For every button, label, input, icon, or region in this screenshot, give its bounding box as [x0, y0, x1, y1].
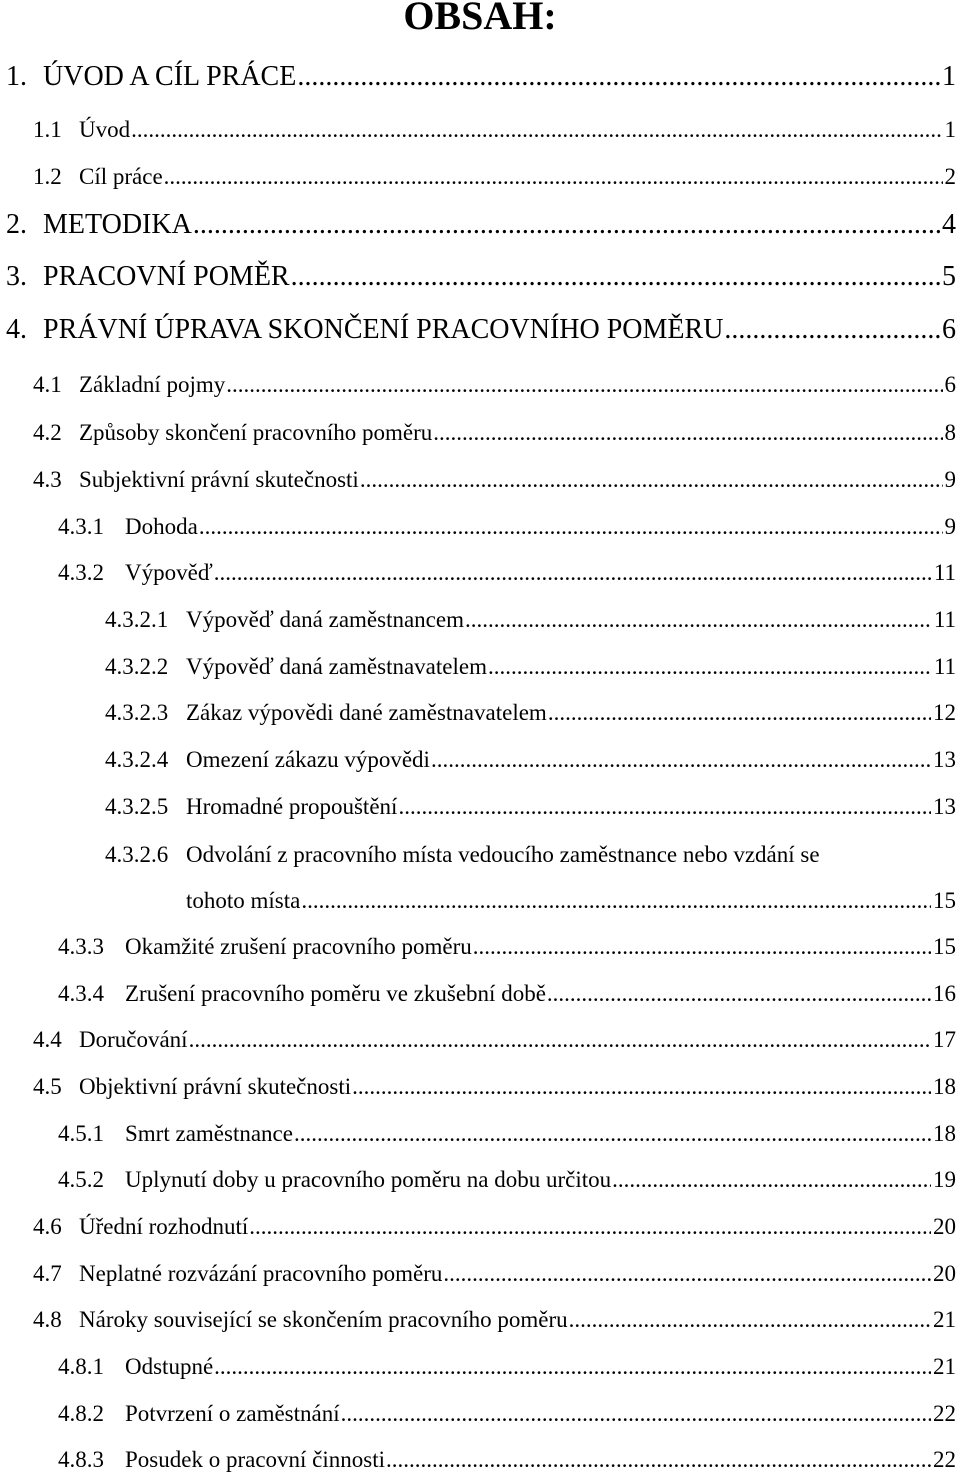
- toc-leader: [131, 115, 942, 145]
- toc-entry-text: Odvolání z pracovního místa vedoucího zaměstnance nebo vzdání se: [186, 842, 820, 867]
- toc-entry[interactable]: [58, 512, 956, 542]
- toc-entry[interactable]: [58, 1399, 956, 1429]
- toc-entry[interactable]: [33, 1025, 956, 1055]
- toc-entry-text: PRACOVNÍ POMĚR: [43, 261, 290, 292]
- toc-entry[interactable]: [6, 315, 956, 345]
- toc-leader: [465, 605, 932, 635]
- toc-entry[interactable]: [58, 558, 956, 588]
- toc-entry-number: 4.7: [33, 1261, 62, 1286]
- toc-leader: [189, 1025, 931, 1055]
- toc-leader: [199, 512, 943, 542]
- toc-entry-text: Dohoda: [125, 514, 198, 539]
- toc-entry-text: Uplynutí doby u pracovního poměru na dobu určitou: [125, 1167, 612, 1192]
- toc-entry-text: Objektivní právní skutečnosti: [79, 1074, 352, 1099]
- toc-entry[interactable]: [58, 932, 956, 962]
- toc-entry-page: 9: [944, 467, 956, 492]
- toc-entry[interactable]: [58, 1445, 956, 1475]
- toc-entry-number: 4.8.1: [58, 1354, 104, 1379]
- toc-leader: [547, 979, 931, 1009]
- toc-leader: [341, 1399, 931, 1429]
- toc-leader: [214, 1352, 931, 1382]
- toc-entry[interactable]: [33, 418, 956, 448]
- toc-leader: [443, 1259, 931, 1289]
- toc-entry-number: 4.8.3: [58, 1447, 104, 1472]
- toc-leader: [473, 932, 931, 962]
- toc-entry-number: 4.5: [33, 1074, 62, 1099]
- toc-entry-text: Nároky související se skončením pracovního poměru: [79, 1307, 568, 1332]
- toc-entry-page: 12: [933, 700, 956, 725]
- toc-leader: [294, 1119, 931, 1149]
- toc-entry-number: 4.8.2: [58, 1401, 104, 1426]
- toc-entry-text: Neplatné rozvázání pracovního poměru: [79, 1261, 443, 1286]
- toc-entry-number: 4.5.1: [58, 1121, 104, 1146]
- toc-leader: [548, 698, 931, 728]
- toc-entry-page: 8: [944, 420, 956, 445]
- toc-entry-number: 4.5.2: [58, 1167, 104, 1192]
- toc-entry-number: 4.6: [33, 1214, 62, 1239]
- toc-entry[interactable]: [58, 1165, 956, 1195]
- toc-leader: [226, 370, 942, 400]
- toc-entry-page: 20: [933, 1214, 956, 1239]
- toc-leader: [386, 1445, 931, 1475]
- toc-entry-number: 4.3.2: [58, 560, 104, 585]
- toc-entry-text: Cíl práce: [79, 164, 163, 189]
- toc-entry-page: 11: [933, 607, 956, 632]
- toc-entry-number: 4.3.1: [58, 514, 104, 539]
- toc-entry[interactable]: [33, 162, 956, 192]
- toc-entry-first-line[interactable]: [105, 840, 820, 870]
- toc-leader: [612, 1165, 931, 1195]
- toc-entry-number: 4.3.2.4: [105, 747, 169, 772]
- toc-entry-page: 1: [942, 61, 956, 92]
- toc-leader: [301, 886, 931, 916]
- toc-entry-page: 15: [933, 888, 956, 913]
- toc-entry-text: Doručování: [79, 1027, 188, 1052]
- toc-entry-page: 1: [944, 117, 956, 142]
- toc-entry-text: Zrušení pracovního poměru ve zkušební době: [125, 981, 546, 1006]
- toc-entry-text: Výpověď daná zaměstnancem: [186, 607, 464, 632]
- toc-entry-page: 13: [933, 794, 956, 819]
- toc-entry-text: Výpověď: [125, 560, 213, 585]
- toc-leader: [164, 162, 943, 192]
- toc-entry-text: Potvrzení o zaměstnání: [125, 1401, 340, 1426]
- toc-entry-text: Odstupné: [125, 1354, 214, 1379]
- toc-leader: [569, 1305, 931, 1335]
- toc-leader: [398, 792, 931, 822]
- toc-leader: [193, 210, 940, 240]
- toc-entry-number: 4.2: [33, 420, 62, 445]
- toc-entry[interactable]: [105, 605, 956, 635]
- toc-leader: [431, 745, 931, 775]
- toc-entry-text: Způsoby skončení pracovního poměru: [79, 420, 433, 445]
- toc-leader: [352, 1072, 931, 1102]
- toc-leader: [214, 558, 932, 588]
- toc-entry-text: METODIKA: [43, 209, 192, 240]
- toc-entry-text-continued: tohoto místa: [186, 888, 301, 913]
- toc-entry[interactable]: [105, 652, 956, 682]
- toc-entry-number: 4.3.4: [58, 981, 104, 1006]
- toc-entry-number: 4.1: [33, 372, 62, 397]
- toc-entry[interactable]: [105, 745, 956, 775]
- toc-entry-number: 4.3.2.1: [105, 607, 169, 632]
- toc-entry-number: 1.2: [33, 164, 62, 189]
- toc-entry-page: 20: [933, 1261, 956, 1286]
- toc-entry-number: 4.: [6, 314, 27, 345]
- toc-entry[interactable]: [58, 979, 956, 1009]
- toc-title: OBSAH:: [403, 0, 557, 38]
- toc-entry-number: 1.: [6, 61, 27, 92]
- toc-entry-page: 19: [933, 1167, 956, 1192]
- toc-entry-number: 2.: [6, 209, 27, 240]
- toc-entry-text: Subjektivní právní skutečnosti: [79, 467, 359, 492]
- toc-entry-page: 16: [933, 981, 956, 1006]
- toc-entry-text: Hromadné propouštění: [186, 794, 398, 819]
- toc-entry-page: 21: [933, 1307, 956, 1332]
- toc-entry-page: 15: [933, 934, 956, 959]
- toc-entry-number: 3.: [6, 261, 27, 292]
- toc-entry-number: 4.4: [33, 1027, 62, 1052]
- toc-entry-text: Omezení zákazu výpovědi: [186, 747, 430, 772]
- toc-leader: [249, 1212, 931, 1242]
- toc-entry[interactable]: [33, 370, 956, 400]
- toc-leader: [488, 652, 932, 682]
- toc-entry-number: 4.3.2.3: [105, 700, 169, 725]
- toc-leader: [291, 262, 940, 292]
- toc-entry[interactable]: [6, 210, 956, 240]
- toc-entry-number: 4.3.2.6: [105, 842, 169, 867]
- toc-leader: [724, 315, 940, 345]
- toc-entry-page: 11: [933, 654, 956, 679]
- toc-entry[interactable]: [105, 698, 956, 728]
- toc-entry-text: PRÁVNÍ ÚPRAVA SKONČENÍ PRACOVNÍHO POMĚRU: [43, 314, 724, 345]
- toc-entry[interactable]: [33, 1212, 956, 1242]
- toc-entry[interactable]: [105, 792, 956, 822]
- toc-entry-page: 2: [944, 164, 956, 189]
- toc-entry-number: 1.1: [33, 117, 62, 142]
- toc-entry-number: 4.3: [33, 467, 62, 492]
- toc-entry-number: 4.3.2.5: [105, 794, 169, 819]
- toc-entry-page: 17: [933, 1027, 956, 1052]
- toc-entry-number: 4.3.3: [58, 934, 104, 959]
- toc-entry-text: ÚVOD A CÍL PRÁCE: [43, 61, 297, 92]
- toc-entry[interactable]: [58, 1119, 956, 1149]
- toc-entry-page: 18: [933, 1074, 956, 1099]
- toc-entry-text: Základní pojmy: [79, 372, 226, 397]
- toc-entry-text: Posudek o pracovní činnosti: [125, 1447, 385, 1472]
- toc-entry-page: 22: [933, 1447, 956, 1472]
- toc-entry-page: 6: [944, 372, 956, 397]
- toc-entry-text: Úřední rozhodnutí: [79, 1214, 249, 1239]
- toc-entry[interactable]: [33, 115, 956, 145]
- toc-leader: [360, 465, 943, 495]
- toc-entry-text: Okamžité zrušení pracovního poměru: [125, 934, 472, 959]
- toc-leader: [433, 418, 942, 448]
- toc-entry[interactable]: [58, 1352, 956, 1382]
- toc-entry-text: Smrt zaměstnance: [125, 1121, 293, 1146]
- toc-entry[interactable]: [33, 1072, 956, 1102]
- toc-entry-number: 4.8: [33, 1307, 62, 1332]
- toc-entry-page: 5: [942, 261, 956, 292]
- toc-entry-text: Zákaz výpovědi dané zaměstnavatelem: [186, 700, 547, 725]
- toc-entry-page: 6: [942, 314, 956, 345]
- toc-entry-page: 13: [933, 747, 956, 772]
- toc-entry-text: Výpověď daná zaměstnavatelem: [186, 654, 487, 679]
- toc-entry[interactable]: [33, 1305, 956, 1335]
- toc-entry[interactable]: [33, 1259, 956, 1289]
- toc-leader: [297, 62, 940, 92]
- toc-entry-page: 4: [942, 209, 956, 240]
- toc-entry-page: 18: [933, 1121, 956, 1146]
- toc-entry[interactable]: [6, 262, 956, 292]
- toc-entry-page: 11: [933, 560, 956, 585]
- toc-entry[interactable]: [6, 62, 956, 92]
- toc-entry[interactable]: [33, 465, 956, 495]
- toc-entry-number: 4.3.2.2: [105, 654, 169, 679]
- toc-entry-page: 22: [933, 1401, 956, 1426]
- toc-entry[interactable]: [186, 886, 956, 916]
- toc-entry-text: Úvod: [79, 117, 131, 142]
- toc-entry-page: 21: [933, 1354, 956, 1379]
- toc-entry-page: 9: [944, 514, 956, 539]
